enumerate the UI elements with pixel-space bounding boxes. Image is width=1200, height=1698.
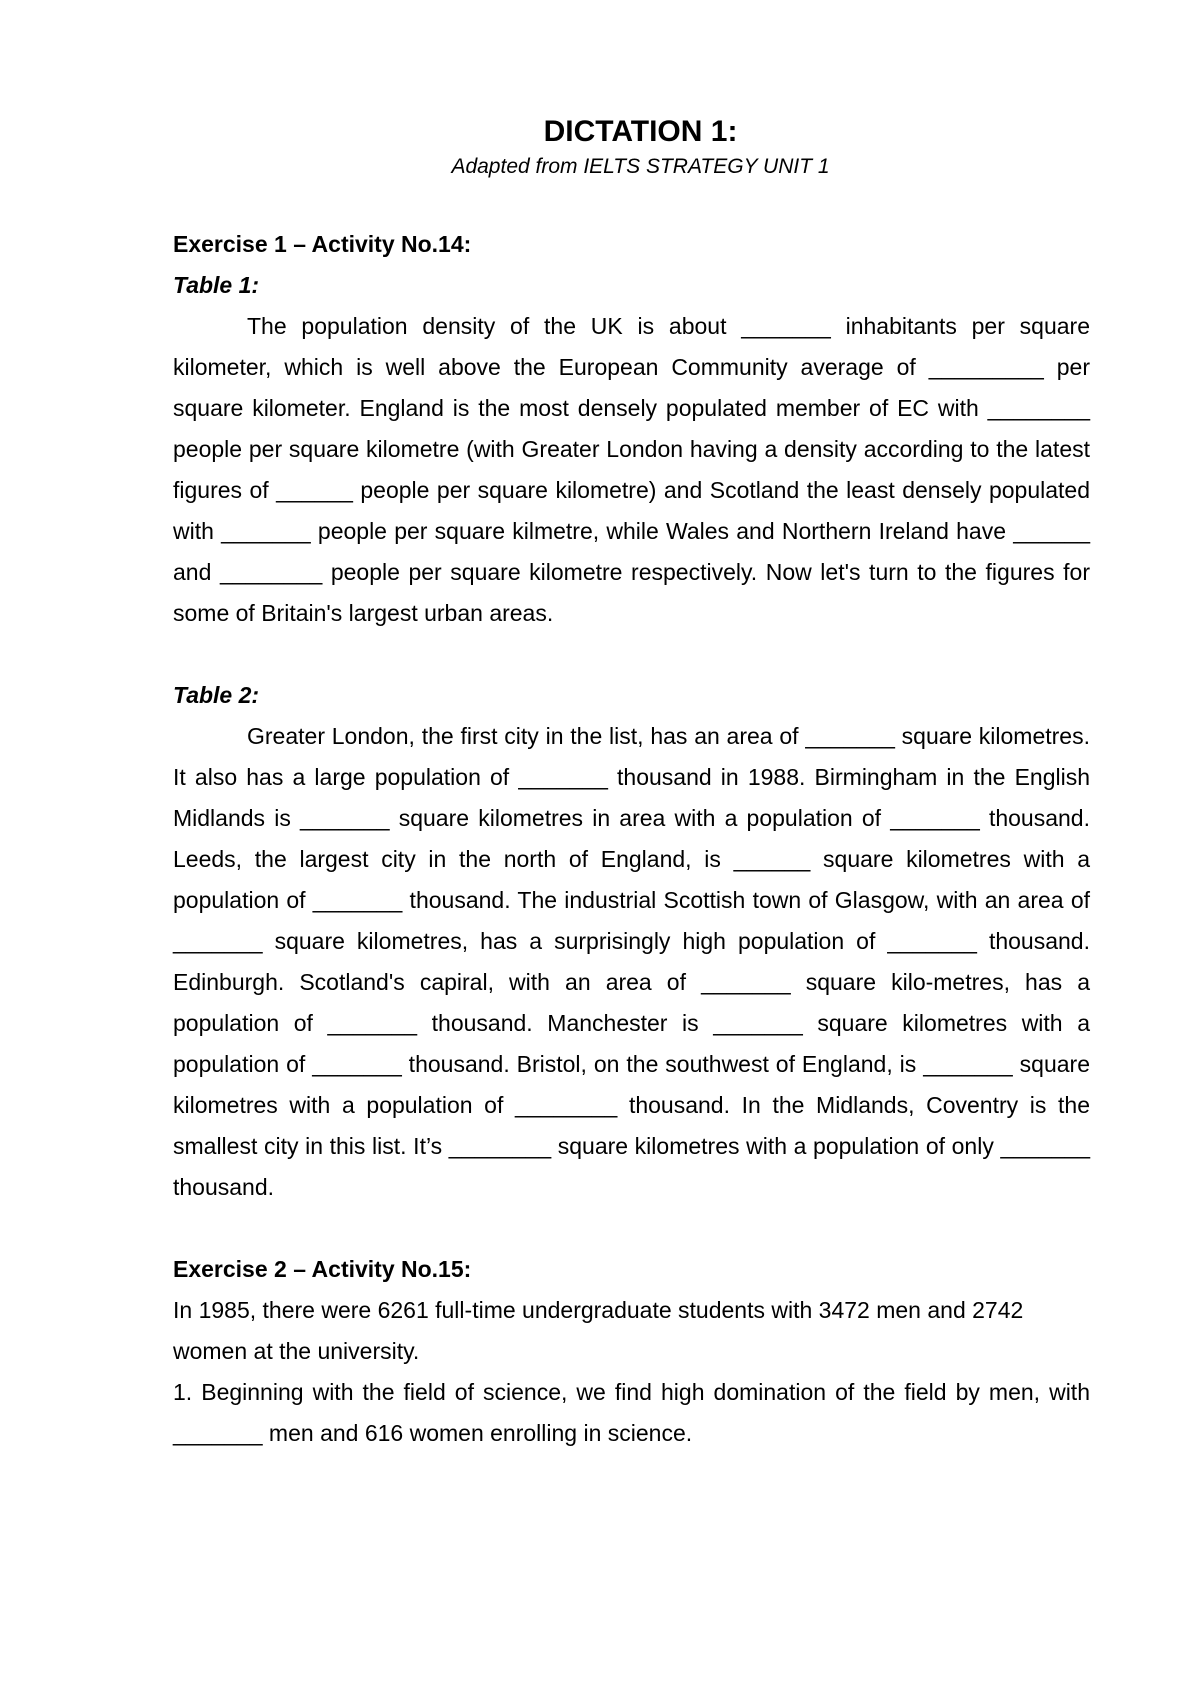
- document-subtitle: Adapted from IELTS STRATEGY UNIT 1: [451, 155, 830, 178]
- table-1-heading: Table 1:: [173, 272, 260, 298]
- table-1-paragraph: The population density of the UK is about _______ inhabitants per square kilometer, which is well above the European Community average of _________ per square kilometer. England is the most densely populated member of EC with ________ people per square kilometre (with Greater London having a density according to the latest figures of ______ people per square kilometre) and Scotland the least densely populated with _______ people per square kilmetre, while Wales and Northern Ireland have ______ and ________ people per square kilometre respectively. Now let's turn to the figures for some of Britain's largest urban areas.: [173, 313, 1090, 626]
- section-spacer: [173, 1208, 1090, 1249]
- section-spacer: [173, 634, 1090, 675]
- exercise-2-heading: Exercise 2 – Activity No.15:: [173, 1256, 472, 1282]
- exercise-2-intro: In 1985, there were 6261 full-time undergraduate students with 3472 men and 2742 women at the university.: [173, 1297, 1024, 1364]
- table-2-heading: Table 2:: [173, 682, 260, 708]
- table-2-paragraph: Greater London, the first city in the list, has an area of _______ square kilometres. It also has a large population of _______ thousand in 1988. Birmingham in the English Midlands is _______ square kilometres in area with a population of _______ thousand. Leeds, the largest city in the north of England, is ______ square kilometres with a population of _______ thousand. The industrial Scottish town of Glasgow, with an area of _______ square kilometres, has a surprisingly high population of _______ thousand. Edinburgh. Scotland's capiral, with an area of _______ square kilo-metres, has a population of _______ thousand. Manchester is _______ square kilometres with a population of _______ thousand. Bristol, on the southwest of England, is _______ square kilometres with a population of ________ thousand. In the Midlands, Coventry is the smallest city in this list. It’s ________ square kilometres with a population of only _______ thousand.: [173, 723, 1090, 1200]
- exercise-1-heading: Exercise 1 – Activity No.14:: [173, 231, 472, 257]
- exercise-2-item-1: 1. Beginning with the field of science, we find high domination of the field by men, with _______ men and 616 women enrolling in science.: [173, 1379, 1090, 1446]
- document-title: DICTATION 1:: [543, 115, 738, 148]
